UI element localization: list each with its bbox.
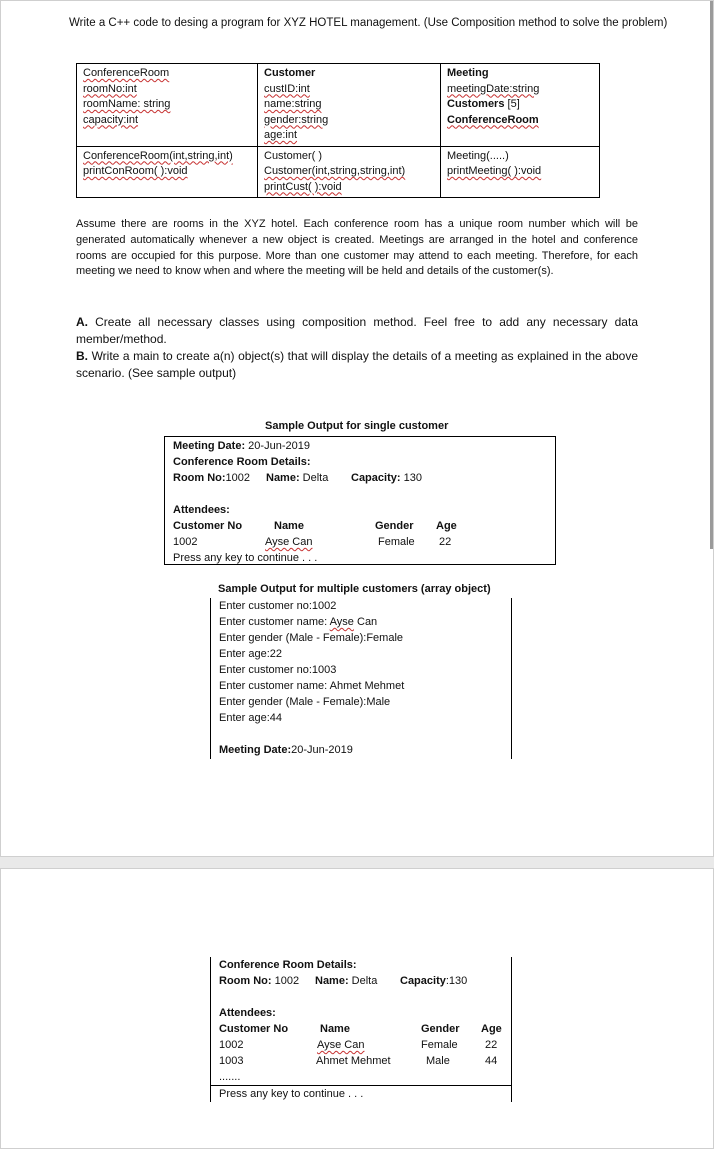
room-details-heading: Conference Room Details: [173, 456, 311, 468]
customer-method: Customer( ) [264, 149, 323, 162]
meeting-attr: meetingDate:string [447, 82, 540, 95]
room-details-line: Room No: 1002 Name: Delta Capacity:130 [219, 975, 468, 987]
prompt-line: Enter gender (Male - Female):Female [219, 632, 404, 644]
prompt-line: Enter customer no:1002 [219, 600, 337, 612]
prompt-line: Enter gender (Male - Female):Male [219, 696, 391, 708]
sample-multi-output-part2 [210, 957, 512, 1102]
scenario-paragraph: Assume there are rooms in the XYZ hotel. Each conference room has a unique room number which will be generated automatically whenever a new object is created. Meetings are arranged in the hotel and conference rooms are occupied for this purpose. More than one customer may attend to each meeting. Therefore, for each meeting we need to know when and where the meeting will be held and details of the customer(s). [76, 218, 638, 278]
prompt-line: Enter customer name: Ahmet Mehmet [219, 680, 405, 692]
attendees-heading: Attendees: [173, 504, 230, 516]
room-details-line: Room No:1002 Name: Delta Capacity: 130 [173, 472, 422, 484]
document-page-2 [0, 868, 714, 1149]
uml-class-table [76, 63, 600, 198]
task-a: A. Create all necessary classes using composition method. Feel free to add any necessary data member/method. [76, 315, 638, 346]
sample-single-output [164, 436, 556, 565]
conference-room-attr: roomNo:int [83, 82, 137, 95]
prompt-line: Enter customer name: Ayse Can [219, 616, 378, 628]
press-key-line: Press any key to continue . . . [211, 1085, 511, 1102]
meeting-method: Meeting(.....) [447, 149, 509, 162]
customer-attr: gender:string [264, 113, 329, 126]
attendee-row: 1003 Ahmet Mehmet Male 44 [219, 1055, 498, 1067]
meeting-date-line: Meeting Date:20-Jun-2019 [219, 744, 353, 756]
prompt-line: Enter age:22 [219, 648, 282, 660]
conference-room-methods [77, 146, 258, 198]
sample-single-caption: Sample Output for single customer [265, 420, 449, 432]
press-key-line: Press any key to continue . . . [173, 552, 318, 564]
sample-multi-output-part1 [210, 598, 512, 759]
prompt-line: Enter age:44 [219, 712, 282, 724]
meeting-date-line: Meeting Date: 20-Jun-2019 [173, 440, 310, 452]
customer-attr: age:int [264, 129, 298, 141]
attendee-row: 1002 Ayse Can Female 22 [219, 1039, 498, 1051]
task-b: B. Write a main to create a(n) object(s) that will display the details of a meeting as explained in the above scenario. (See sample output) [76, 349, 638, 380]
conference-room-method: ConferenceRoom(int,string,int) [83, 149, 233, 162]
attendees-header-row: Customer No Name Gender Age [219, 1023, 502, 1035]
sample-multi-caption: Sample Output for multiple customers (array object) [218, 583, 491, 595]
customer-attrs [258, 64, 441, 147]
assignment-intro: Write a C++ code to desing a program for XYZ HOTEL management. (Use Composition method to solve the problem) [69, 17, 668, 29]
conference-room-title: ConferenceRoom [83, 67, 170, 79]
customer-method: Customer(int,string,string,int) [264, 165, 406, 177]
customer-attr: name:string [264, 98, 322, 110]
meeting-attrs [441, 64, 600, 147]
conference-room-method: printConRoom( ):void [83, 165, 188, 177]
scrollbar[interactable] [710, 1, 713, 549]
attendees-heading: Attendees: [219, 1007, 276, 1019]
prompt-line: Enter customer no:1003 [219, 664, 337, 676]
meeting-attr: Customers [5] [447, 98, 520, 110]
customer-method: printCust( ):void [264, 180, 342, 193]
conference-room-attrs [77, 64, 258, 147]
attendees-header-row: Customer No Name Gender Age [173, 520, 457, 532]
customer-attr: custID:int [264, 82, 310, 95]
customer-methods [258, 146, 441, 198]
ellipsis-line: ....... [219, 1071, 241, 1083]
meeting-methods [441, 146, 600, 198]
room-details-heading: Conference Room Details: [219, 959, 357, 971]
meeting-attr: ConferenceRoom [447, 113, 539, 126]
conference-room-attr: capacity:int [83, 113, 139, 126]
meeting-method: printMeeting( ):void [447, 165, 542, 177]
meeting-title: Meeting [447, 67, 489, 79]
conference-room-attr: roomName: string [83, 98, 171, 110]
attendee-row: 1002 Ayse Can Female 22 [173, 536, 452, 548]
customer-title: Customer [264, 67, 316, 79]
